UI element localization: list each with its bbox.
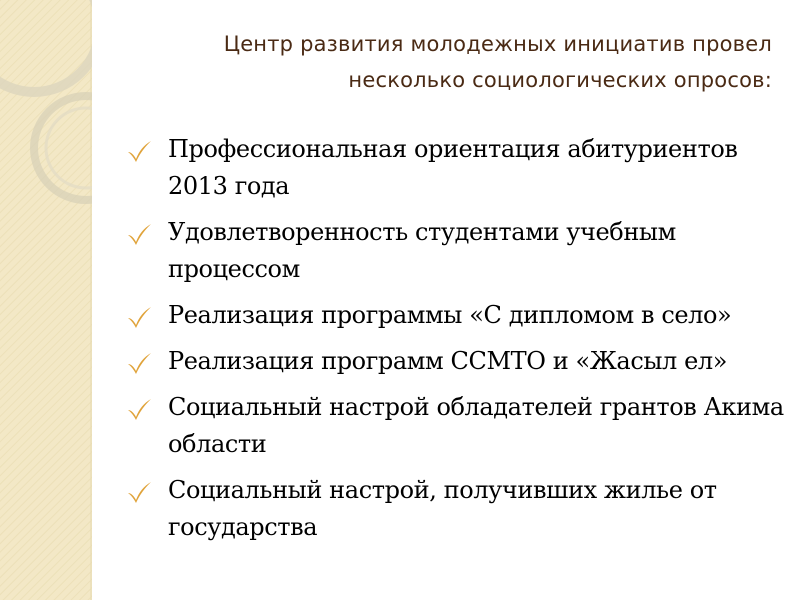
bullet-item (126, 389, 786, 463)
checkmark-icon (126, 222, 152, 246)
checkmark-icon (126, 480, 152, 504)
bullet-text: Удовлетворенность студентами учебным процессом (168, 218, 676, 283)
bullet-text: Социальный настрой обладателей грантов Акима области (168, 393, 784, 458)
slide-title-line-1: Центр развития молодежных инициатив провел (223, 32, 772, 56)
bullet-item (126, 472, 786, 546)
checkmark-icon (126, 139, 152, 163)
bullet-item (126, 343, 786, 380)
bullet-list (126, 131, 786, 555)
bullet-item (126, 297, 786, 334)
checkmark-icon (126, 305, 152, 329)
side-decoration (0, 0, 92, 600)
bullet-item (126, 214, 786, 288)
slide-title (132, 26, 772, 98)
bullet-text: Профессиональная ориентация абитуриентов 2013 года (168, 135, 738, 200)
bullet-text: Реализация программы «С дипломом в село» (168, 301, 732, 329)
bullet-text: Реализация программ ССМТО и «Жасыл ел» (168, 347, 728, 375)
bullet-item (126, 131, 786, 205)
side-decoration-graphic (0, 0, 92, 600)
slide-title-line-2: несколько социологических опросов: (348, 68, 772, 92)
checkmark-icon (126, 397, 152, 421)
checkmark-icon (126, 351, 152, 375)
bullet-text: Социальный настрой, получивших жилье от государства (168, 476, 717, 541)
